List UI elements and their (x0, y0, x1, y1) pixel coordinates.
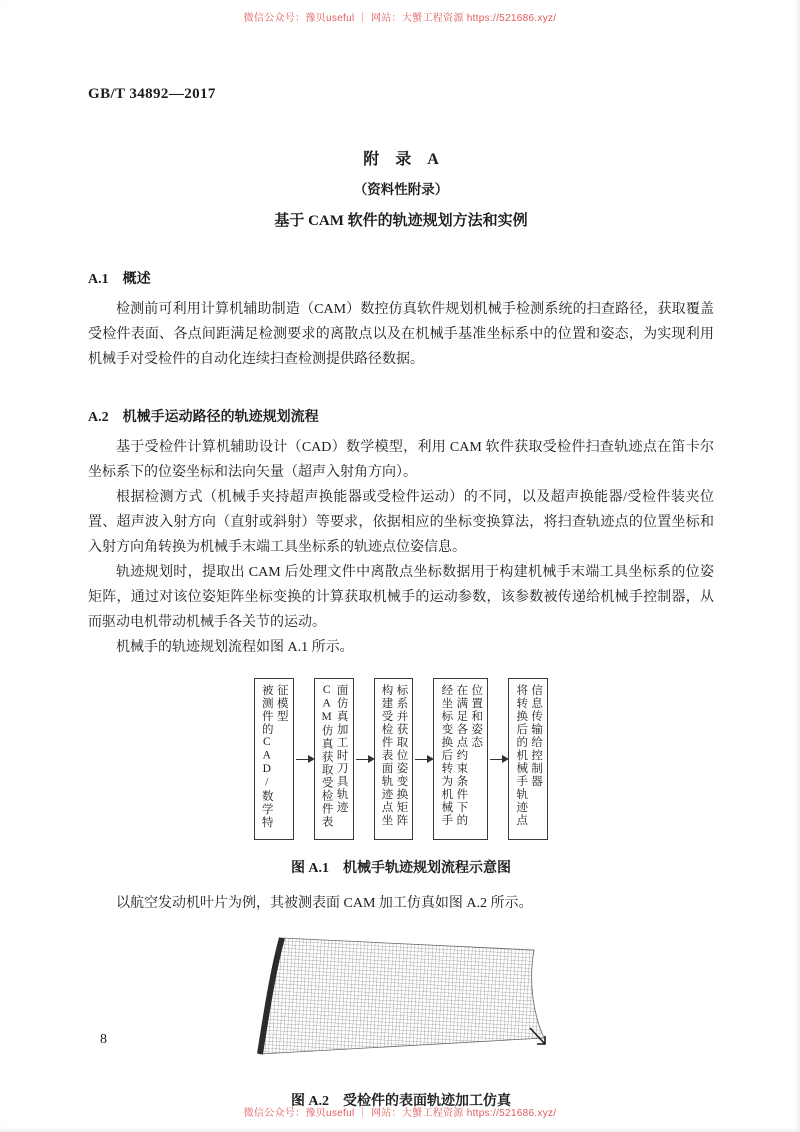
flow-box-cam-simulation: CAM仿真获取受检件表面仿真加工时刀具轨迹 (314, 678, 354, 840)
appendix-title: 基于 CAM 软件的轨迹规划方法和实例 (274, 213, 528, 229)
section-a2-heading: A.2 机械手运动路径的轨迹规划流程 (88, 410, 319, 425)
figure-a2-intro: 以航空发动机叶片为例，其被测表面 CAM 加工仿真如图 A.2 所示。 (116, 896, 533, 911)
watermark-bottom: 微信公众号：豫贝useful ｜ 网站：大蟹工程资源 https://521686.xyz/ (243, 1108, 557, 1119)
section-a1-paragraph: 检测前可利用计算机辅助制造（CAM）数控仿真软件规划机械手检测系统的扫查路径，获取覆盖受检件表面、各点间距满足检测要求的离散点以及在机械手基准坐标系中的位置和姿态，为实现利用机械手对受检件的自动化连续扫查检测提供路径数据。 (88, 302, 714, 367)
section-a1-heading: A.1 概述 (88, 272, 151, 287)
section-a2-paragraph-2: 根据检测方式（机械手夹持超声换能器或受检件运动）的不同，以及超声换能器/受检件装夹位置、超声波入射方向（直射或斜射）等要求，依据相应的坐标变换算法，将扫查轨迹点的位置坐标和入射方向角转换为机械手末端工具坐标系的轨迹点位姿信息。 (88, 490, 714, 555)
flow-arrow-icon (356, 759, 373, 760)
page-content (88, 146, 714, 1110)
flow-arrow-icon (296, 759, 313, 760)
flow-box-controller: 将转换后的机械手轨迹点信息传输给控制器 (508, 678, 548, 840)
blade-surface-mesh-figure (246, 928, 556, 1068)
flow-arrow-icon (415, 759, 432, 760)
section-a2-paragraph-4: 机械手的轨迹规划流程如图 A.1 所示。 (116, 640, 354, 655)
page-number: 8 (100, 1032, 107, 1047)
section-a2-paragraph-1: 基于受检件计算机辅助设计（CAD）数学模型，利用 CAM 软件获取受检件扫查轨迹点在笛卡尔坐标系下的位姿坐标和法向矢量（超声入射角方向）。 (88, 440, 714, 480)
trajectory-planning-flowchart (88, 678, 714, 840)
watermark-top: 微信公众号：豫贝useful ｜ 网站：大蟹工程资源 https://521686.xyz/ (243, 13, 557, 24)
flow-arrow-icon (490, 759, 507, 760)
standard-number: GB/T 34892—2017 (88, 86, 216, 102)
figure-a2-caption: 图 A.2 受检件的表面轨迹加工仿真 (290, 1094, 512, 1109)
flow-box-coordinate-system: 构建受检件表面轨迹点坐标系并获取位姿变换矩阵 (374, 678, 414, 840)
appendix-title-block (88, 146, 714, 230)
flow-box-transform: 经坐标变换后转为机械手在满足各点约束条件下的位置和姿态 (433, 678, 488, 840)
figure-a1-caption: 图 A.1 机械手轨迹规划流程示意图 (290, 861, 512, 876)
appendix-type: （资料性附录） (353, 182, 449, 197)
figure-a2-image-wrap (88, 928, 714, 1073)
appendix-label: 附 录 A (363, 151, 439, 168)
flow-box-cad-model: 被测件的CAD/数学特征模型 (254, 678, 294, 840)
section-a2-paragraph-3: 轨迹规划时，提取出 CAM 后处理文件中离散点坐标数据用于构建机械手末端工具坐标系的位姿矩阵，通过对该位姿矩阵坐标变换的计算获取机械手的运动参数，该参数被传递给机械手控制器，从而驱动电机带动机械手各关节的运动。 (88, 565, 714, 630)
